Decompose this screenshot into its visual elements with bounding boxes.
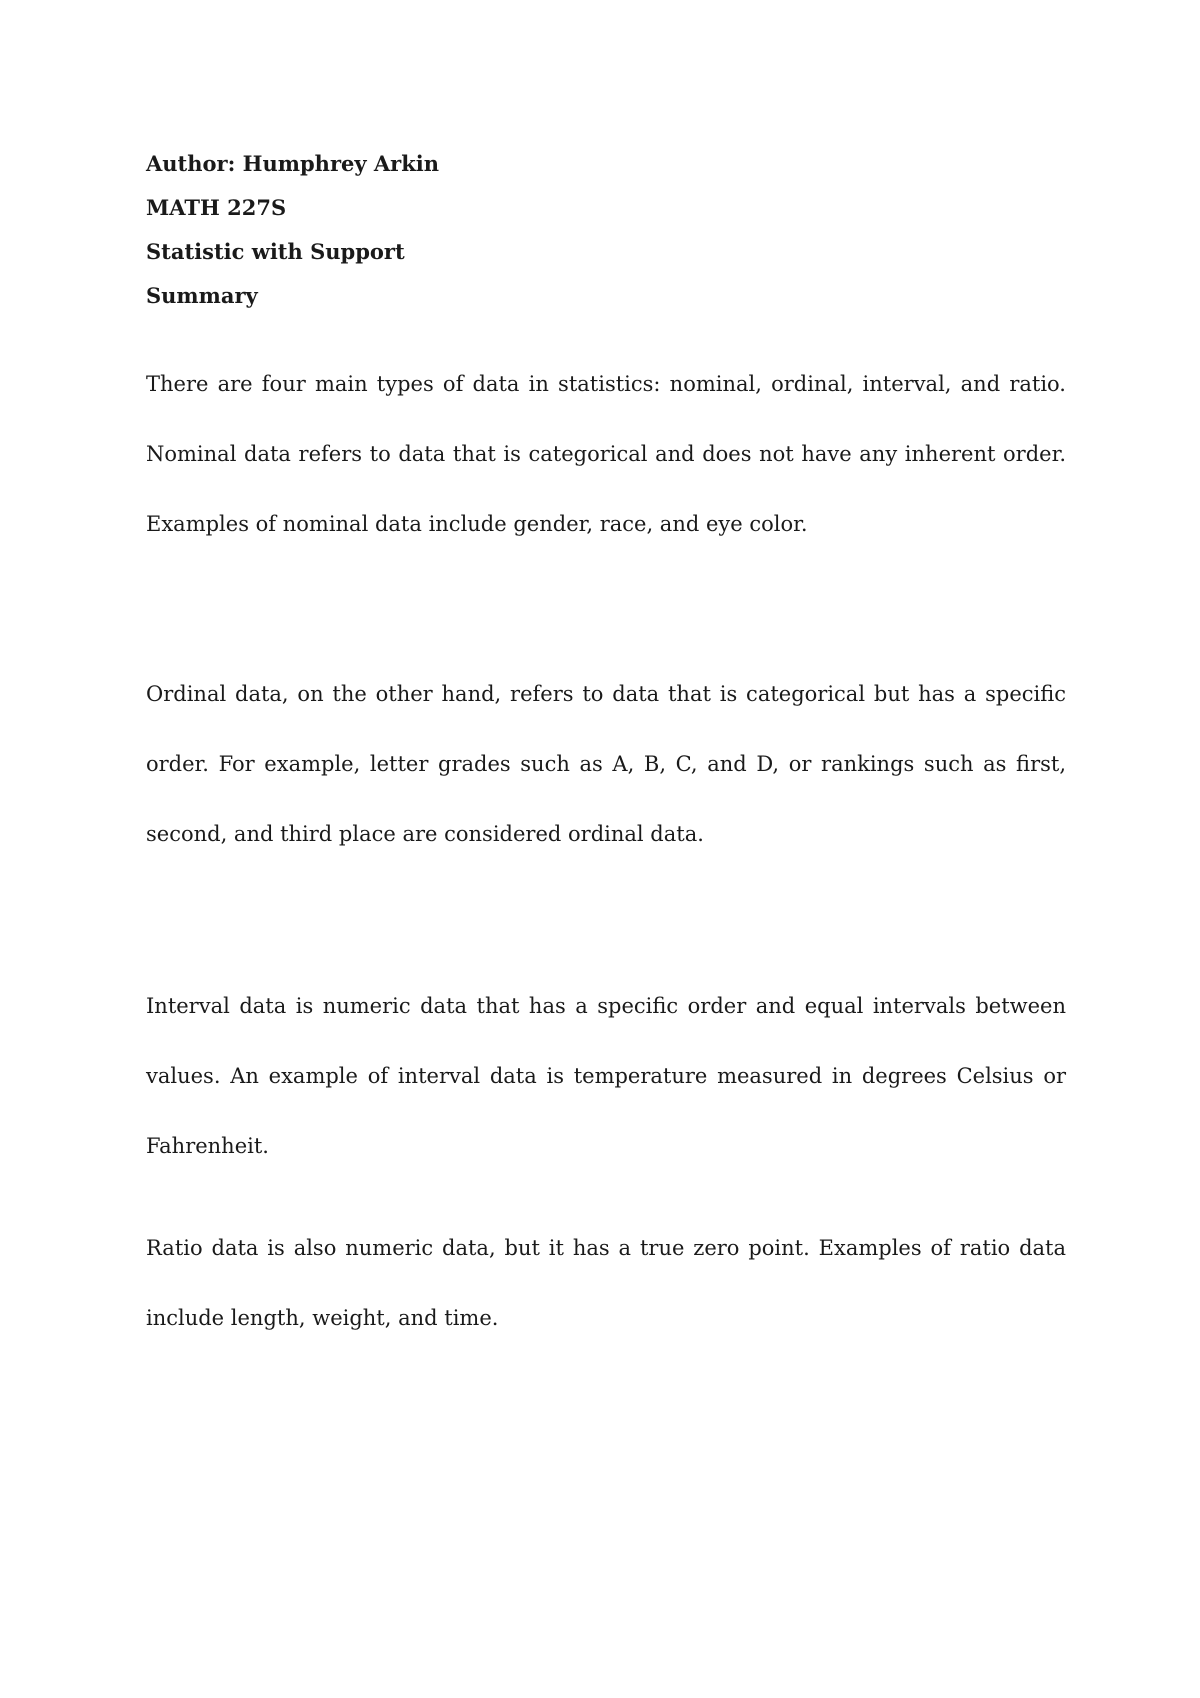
section-title: Summary [146, 283, 258, 308]
paragraph-ordinal: Ordinal data, on the other hand, refers to data that is categorical but has a specific order. For example, letter grades such as A, B, C, and D, or rankings such as first, second, and third place are considered ordinal data. [146, 682, 1066, 846]
author-line: Author: Humphrey Arkin [146, 151, 440, 176]
document-header [146, 142, 1066, 318]
course-code: MATH 227S [146, 195, 287, 220]
paragraph-interval: Interval data is numeric data that has a specific order and equal intervals between values. An example of interval data is temperature measured in degrees Celsius or Fahrenheit. [146, 994, 1066, 1158]
course-name: Statistic with Support [146, 239, 405, 264]
paragraph-ratio: Ratio data is also numeric data, but it has a true zero point. Examples of ratio data include length, weight, and time. [146, 1236, 1066, 1330]
paragraph-nominal: There are four main types of data in statistics: nominal, ordinal, interval, and ratio. Nominal data refers to data that is categorical and does not have any inherent order. Examples of nominal data include gender, race, and eye color. [146, 372, 1066, 536]
